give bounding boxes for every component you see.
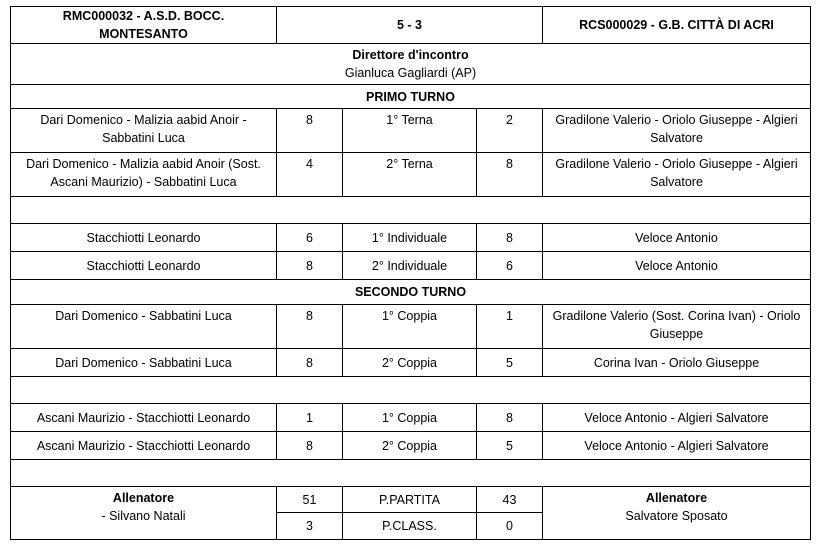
home-coach-label: Allenatore [112,491,175,505]
event-name: 2° Coppia [343,349,477,377]
away-score: 5 [477,349,543,377]
final-score: 5 - 3 [277,7,543,44]
home-total: 51 [277,487,343,513]
away-score: 5 [477,432,543,460]
away-score: 8 [477,153,543,197]
home-total: 3 [277,513,343,540]
home-coach-cell [11,487,277,540]
away-team: RCS000029 - G.B. CITTÀ DI ACRI [543,7,811,44]
event-name: 1° Coppia [343,404,477,432]
home-score: 8 [277,109,343,153]
home-score: 8 [277,252,343,280]
home-players: Dari Domenico - Sabbatini Luca [11,349,277,377]
referee-name: Gianluca Gagliardi (AP) [344,66,477,80]
section-second-round: SECONDO TURNO [11,280,811,305]
match-row [11,404,811,432]
home-players: Ascani Maurizio - Stacchiotti Leonardo [11,432,277,460]
home-score: 8 [277,305,343,349]
away-coach-name: Salvatore Sposato [625,509,728,523]
blank-cell [11,197,811,224]
away-total: 43 [477,487,543,513]
event-name: 1° Terna [343,109,477,153]
away-score: 1 [477,305,543,349]
away-players: Veloce Antonio - Algieri Salvatore [543,404,811,432]
away-players: Gradilone Valerio - Oriolo Giuseppe - Algieri Salvatore [543,153,811,197]
away-score: 6 [477,252,543,280]
referee-cell [11,44,811,85]
away-players: Gradilone Valerio - Oriolo Giuseppe - Algieri Salvatore [543,109,811,153]
event-name: 2° Coppia [343,432,477,460]
away-coach-label: Allenatore [645,491,708,505]
header-row [11,7,811,44]
match-row [11,349,811,377]
home-score: 8 [277,349,343,377]
total-label: P.CLASS. [343,513,477,540]
match-table [10,6,811,540]
match-row [11,252,811,280]
home-score: 1 [277,404,343,432]
away-score: 8 [477,224,543,252]
referee-label: Direttore d'incontro [352,48,469,62]
blank-cell [11,377,811,404]
home-players: Stacchiotti Leonardo [11,224,277,252]
home-team: RMC000032 - A.S.D. BOCC. MONTESANTO [11,7,277,44]
total-label: P.PARTITA [343,487,477,513]
event-name: 1° Coppia [343,305,477,349]
away-players: Veloce Antonio - Algieri Salvatore [543,432,811,460]
referee-row [11,44,811,85]
section-header-row [11,85,811,109]
home-players: Stacchiotti Leonardo [11,252,277,280]
home-players: Dari Domenico - Sabbatini Luca [11,305,277,349]
totals-row [11,487,811,513]
match-report [10,6,811,540]
home-score: 4 [277,153,343,197]
away-players: Veloce Antonio [543,224,811,252]
home-coach-name: - Silvano Natali [101,509,186,523]
match-row [11,305,811,349]
blank-row [11,377,811,404]
blank-row [11,460,811,487]
away-score: 2 [477,109,543,153]
away-players: Corina Ivan - Oriolo Giuseppe [543,349,811,377]
home-score: 6 [277,224,343,252]
home-players: Ascani Maurizio - Stacchiotti Leonardo [11,404,277,432]
event-name: 1° Individuale [343,224,477,252]
away-coach-cell [543,487,811,540]
away-players: Gradilone Valerio (Sost. Corina Ivan) - Oriolo Giuseppe [543,305,811,349]
match-row [11,153,811,197]
match-row [11,432,811,460]
away-total: 0 [477,513,543,540]
home-players: Dari Domenico - Malizia aabid Anoir (Sost. Ascani Maurizio) - Sabbatini Luca [11,153,277,197]
match-row [11,224,811,252]
blank-row [11,197,811,224]
event-name: 2° Terna [343,153,477,197]
home-players: Dari Domenico - Malizia aabid Anoir - Sabbatini Luca [11,109,277,153]
blank-cell [11,460,811,487]
away-score: 8 [477,404,543,432]
away-players: Veloce Antonio [543,252,811,280]
event-name: 2° Individuale [343,252,477,280]
section-header-row [11,280,811,305]
section-first-round: PRIMO TURNO [11,85,811,109]
home-score: 8 [277,432,343,460]
match-row [11,109,811,153]
